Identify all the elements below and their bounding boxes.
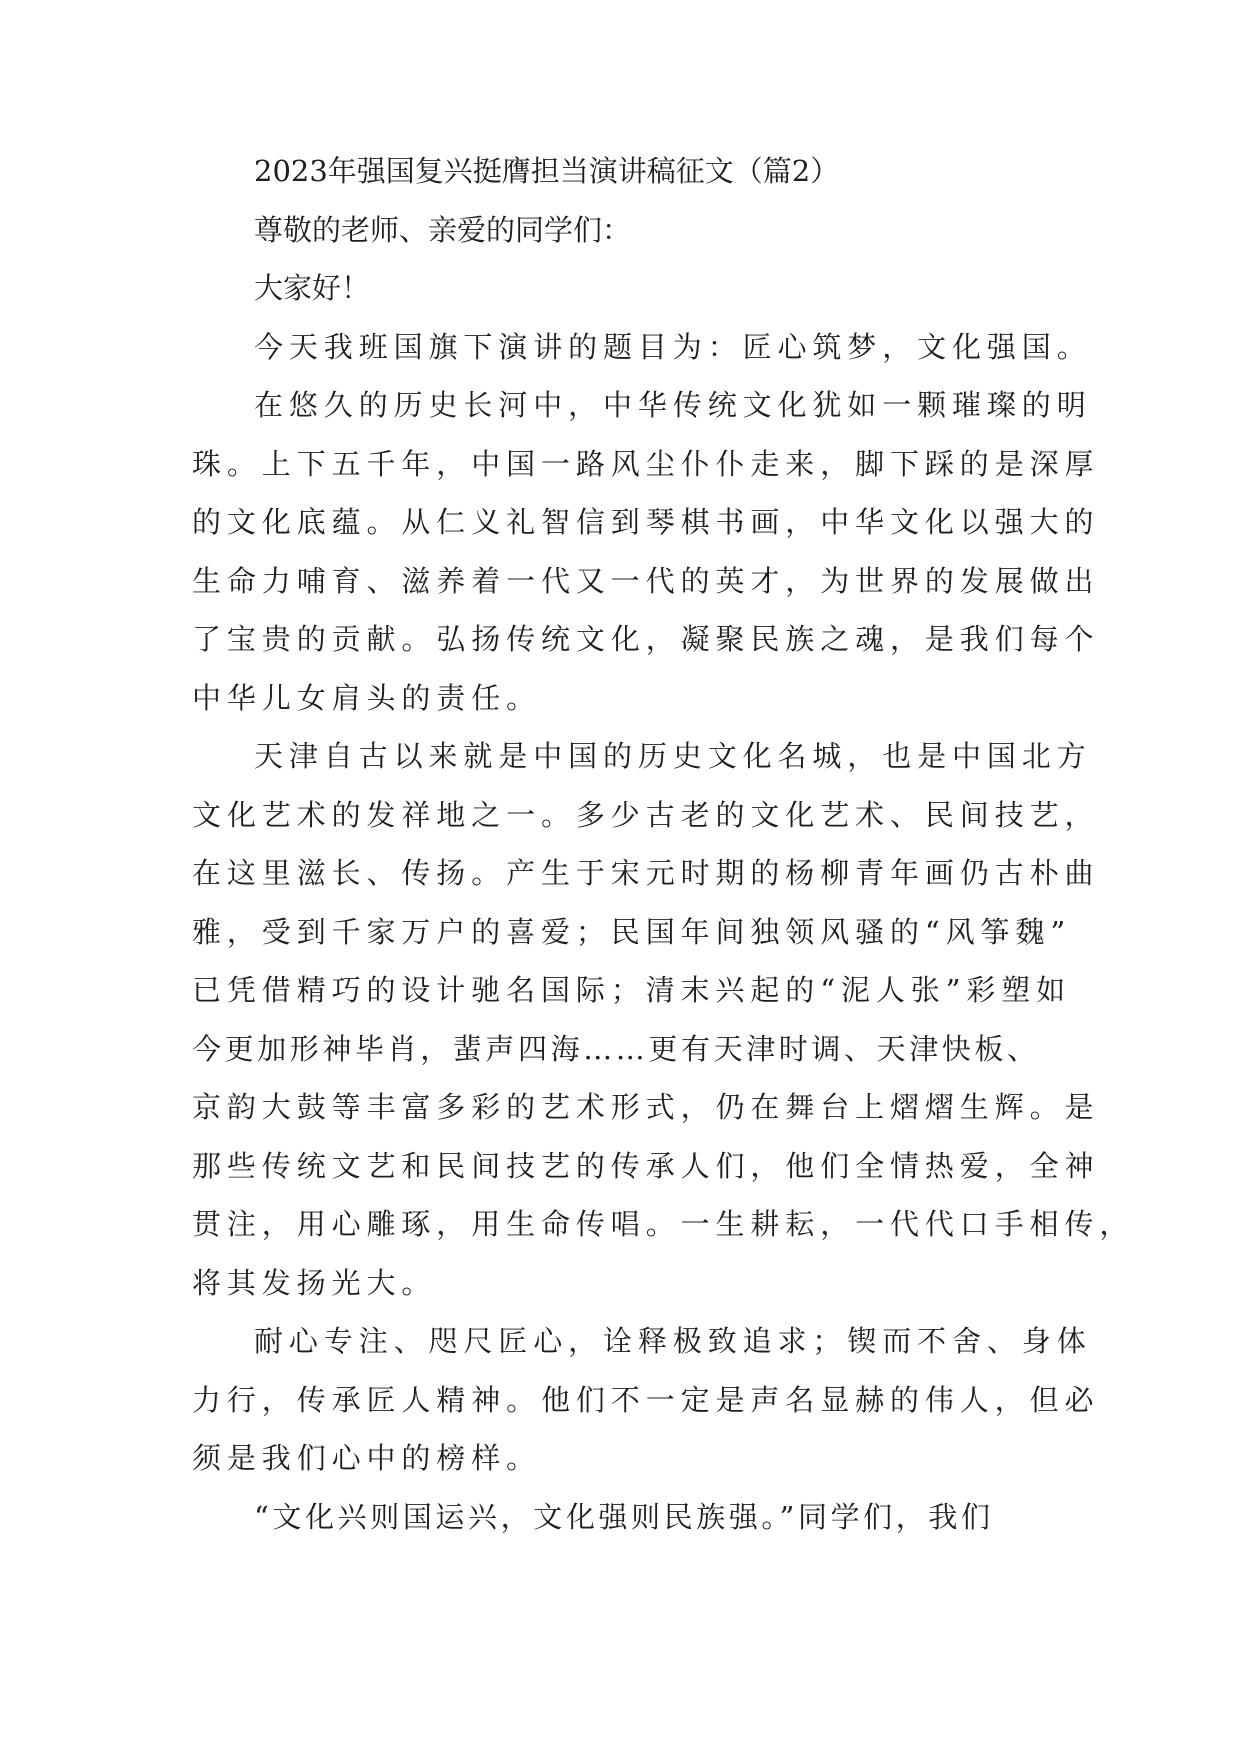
paragraph-line: 了宝贵的贡献。弘扬传统文化，凝聚民族之魂，是我们每个 — [192, 622, 1100, 656]
paragraph-line: 在这里滋长、传扬。产生于宋元时期的杨柳青年画仍古朴曲 — [192, 856, 1100, 890]
paragraph-line: 在悠久的历史长河中，中华传统文化犹如一颗璀璨的明 — [254, 388, 1092, 422]
paragraph-line: 贯注，用心雕琢，用生命传唱。一生耕耘，一代代口手相传， — [192, 1207, 1135, 1241]
paragraph-line: 京韵大鼓等丰富多彩的艺术形式，仍在舞台上熠熠生辉。是 — [192, 1090, 1100, 1124]
topic-line: 今天我班国旗下演讲的题目为：匠心筑梦，文化强国。 — [254, 330, 1092, 364]
paragraph-line: 雅，受到千家万户的喜爱；民国年间独领风骚的“风筝魏” — [192, 915, 1072, 949]
paragraph-line: 的文化底蕴。从仁义礼智信到琴棋书画，中华文化以强大的 — [192, 505, 1100, 539]
paragraph-line: 耐心专注、咫尺匠心，诠释极致追求；锲而不舍、身体 — [254, 1324, 1092, 1358]
paragraph-line: 已凭借精巧的设计驰名国际；清末兴起的“泥人张”彩塑如 — [192, 973, 1072, 1007]
document-title: 2023年强国复兴挺膺担当演讲稿征文（篇2） — [254, 154, 840, 188]
paragraph-line: 生命力哺育、滋养着一代又一代的英才，为世界的发展做出 — [192, 564, 1100, 598]
paragraph-line: 珠。上下五千年，中国一路风尘仆仆走来，脚下踩的是深厚 — [192, 447, 1100, 481]
paragraph-line: 文化艺术的发祥地之一。多少古老的文化艺术、民间技艺， — [192, 798, 1100, 832]
paragraph-line: 中华儿女肩头的责任。 — [192, 681, 542, 715]
paragraph-line: 将其发扬光大。 — [192, 1266, 437, 1300]
greeting-line: 大家好！ — [254, 271, 371, 305]
salutation-line: 尊敬的老师、亲爱的同学们： — [254, 213, 632, 247]
paragraph-line: 今更加形神毕肖，蜚声四海……更有天津时调、天津快板、 — [192, 1032, 1040, 1066]
paragraph-line: 力行，传承匠人精神。他们不一定是声名显赫的伟人，但必 — [192, 1383, 1100, 1417]
paragraph-line: 天津自古以来就是中国的历史文化名城，也是中国北方 — [254, 739, 1092, 773]
paragraph-line: “文化兴则国运兴，文化强则民族强。”同学们，我们 — [254, 1500, 994, 1534]
paragraph-line: 须是我们心中的榜样。 — [192, 1441, 542, 1475]
paragraph-line: 那些传统文艺和民间技艺的传承人们，他们全情热爱，全神 — [192, 1149, 1100, 1183]
